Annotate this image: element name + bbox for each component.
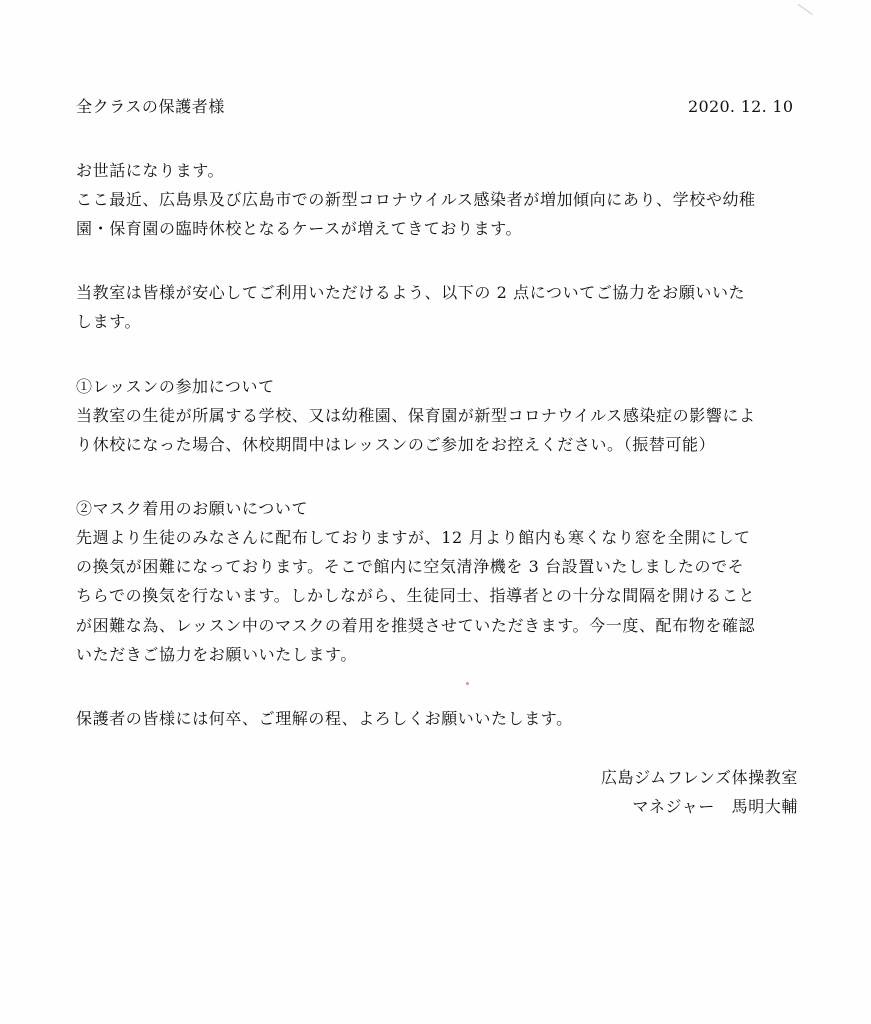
signature-organization: 広島ジムフレンズ体操教室	[600, 768, 798, 787]
scan-mark	[791, 4, 813, 25]
section2-line-3: ちらでの換気を行ないます。しかしながら、生徒同士、指導者との十分な間隔を開けること	[76, 586, 756, 605]
section2-line-2: の換気が困難になっております。そこで館内に空気清浄機を 3 台設置いたしましたのでそ	[76, 557, 745, 576]
intro-line-2: 園・保育園の臨時休校となるケースが増えてきております。	[76, 219, 523, 238]
section2-heading: ②マスク着用のお願いについて	[76, 499, 309, 518]
paper-speck	[466, 682, 469, 685]
closing-line: 保護者の皆様には何卒、ご理解の程、よろしくお願いいたします。	[76, 709, 573, 728]
greeting-line: お世話になります。	[76, 161, 225, 180]
section1-line-2: り休校になった場合、休校期間中はレッスンのご参加をお控えください。（振替可能）	[76, 435, 716, 454]
section1-heading: ①レッスンの参加について	[76, 377, 275, 396]
intro-line-1: ここ最近、広島県及び広島市での新型コロナウイルス感染者が増加傾向にあり、学校や幼稚	[76, 190, 756, 209]
request-line-2: します。	[76, 312, 142, 331]
section1-line-1: 当教室の生徒が所属する学校、又は幼稚園、保育園が新型コロナウイルス感染症の影響によ	[76, 406, 756, 425]
letter-date: 2020. 12. 10	[688, 97, 794, 116]
section2-line-1: 先週より生徒のみなさんに配布しておりますが、12 月より館内も寒くなり窓を全開にして	[76, 528, 751, 547]
signature-person: マネジャー 馬明大輔	[632, 797, 798, 816]
section2-line-4: が困難な為、レッスン中のマスクの着用を推奨させていただきます。今一度、配布物を確認	[76, 616, 756, 635]
section2-line-5: いただきご協力をお願いいたします。	[76, 645, 357, 664]
request-line-1: 当教室は皆様が安心してご利用いただけるよう、以下の 2 点についてご協力をお願いいた	[76, 283, 746, 302]
recipient-line: 全クラスの保護者様	[76, 97, 225, 116]
